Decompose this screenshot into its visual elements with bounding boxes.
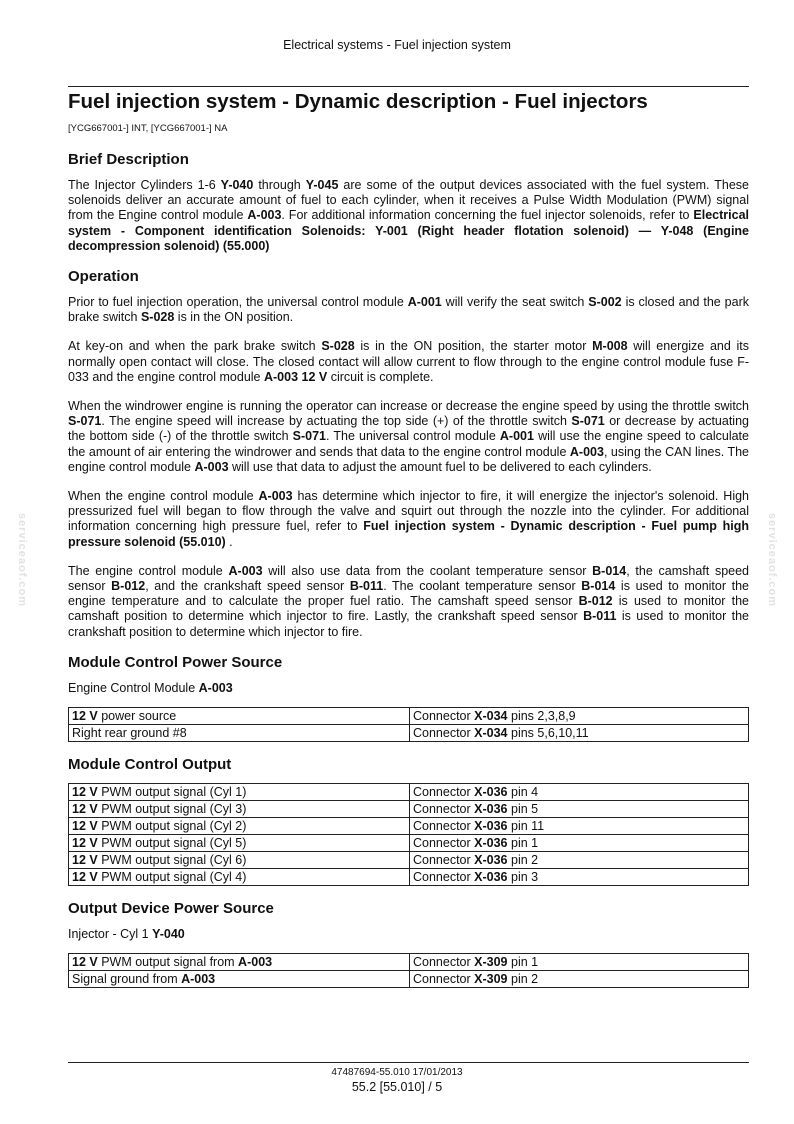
brief-paragraph <box>68 178 749 254</box>
text-run: PWM output signal (Cyl 6) <box>97 853 247 868</box>
heading-output-device-power-source: Output Device Power Source <box>68 900 274 918</box>
text-run: PWM output signal (Cyl 4) <box>97 870 247 885</box>
bold-reference: A-003 <box>181 972 216 987</box>
text-run: pin 3 <box>507 870 539 885</box>
table-row <box>69 801 749 818</box>
document-body <box>68 145 749 1002</box>
bold-reference: Y-040 <box>152 927 185 942</box>
text-run: will use the engine speed to calculate the amount of air entering the windrower and sends that data to the engine control module <box>68 429 749 459</box>
text-run: PWM output signal from <box>97 955 239 970</box>
bold-reference: X-036 <box>474 870 508 885</box>
text-run: circuit is complete. <box>327 369 434 384</box>
bold-reference: S-071 <box>68 414 102 429</box>
text-run: Connector <box>413 819 475 834</box>
connector-cell <box>410 725 749 742</box>
bold-reference: A-003 <box>228 563 263 578</box>
footer-document-code: 47487694-55.010 17/01/2013 <box>331 1067 463 1078</box>
signal-cell <box>69 852 410 869</box>
bold-reference: X-309 <box>474 955 508 970</box>
text-run: is used to monitor the camshaft position to determine which injector to fire. Lastly, the crankshaft speed sensor <box>68 594 749 624</box>
bold-reference: 12 V <box>72 802 98 817</box>
text-run: is in the ON position. <box>174 310 294 325</box>
text-run: , the camshaft speed sensor <box>68 563 749 594</box>
text-run: Connector <box>413 972 475 987</box>
bold-reference: A-003 <box>238 955 273 970</box>
text-run: Connector <box>413 870 475 885</box>
text-run: The Injector Cylinders 1-6 <box>68 178 221 192</box>
bold-reference: S-071 <box>292 429 327 444</box>
signal-cell <box>69 725 410 742</box>
output-device-lead <box>68 927 749 942</box>
text-run: pin 11 <box>507 819 545 834</box>
text-run: pin 1 <box>507 836 539 851</box>
bold-reference: A-003 12 V <box>263 369 328 384</box>
text-run: Connector <box>413 836 475 851</box>
power-source-table <box>68 707 749 742</box>
bold-reference: X-034 <box>474 709 508 724</box>
signal-cell <box>69 818 410 835</box>
operation-paragraph-4 <box>68 489 749 550</box>
bold-reference: B-014 <box>581 579 616 594</box>
footer-page-number: 55.2 [55.010] / 5 <box>351 1080 443 1094</box>
bold-reference: X-036 <box>474 836 508 851</box>
bold-reference: Electrical system - Component identification Solenoids: Y-001 (Right header flotation solenoid) — Y-048 (Engine decompression solenoid) (55.000) <box>68 208 749 253</box>
connector-cell <box>410 801 749 818</box>
text-run: When the windrower engine is running the operator can increase or decrease the engine speed by using the throttle switch <box>68 399 749 414</box>
bold-reference: Fuel injection system - Dynamic description - Fuel pump high pressure solenoid (55.010) <box>68 519 749 549</box>
text-run: Engine Control Module <box>68 680 199 695</box>
text-run: Connector <box>413 785 475 800</box>
bold-reference: B-012 <box>578 594 613 609</box>
model-applicability: [YCG667001-] INT, [YCG667001-] NA <box>68 123 228 134</box>
operation-paragraph-1 <box>68 295 749 325</box>
text-run: . The engine speed will increase by actuating the top side (+) of the throttle switch <box>101 414 572 429</box>
bold-reference: 12 V <box>72 836 98 851</box>
table-row <box>69 954 749 971</box>
bold-reference: B-011 <box>349 579 384 594</box>
signal-cell <box>69 954 410 971</box>
text-run: Connector <box>413 709 475 724</box>
signal-cell <box>69 971 410 988</box>
table-row <box>69 725 749 742</box>
text-run: Connector <box>413 726 475 741</box>
bold-reference: Y-045 <box>305 178 339 192</box>
bold-reference: 12 V <box>72 819 98 834</box>
text-run: pin 5 <box>507 802 539 817</box>
bold-reference: 12 V <box>72 870 98 885</box>
text-run: PWM output signal (Cyl 3) <box>97 802 247 817</box>
text-run: pin 2 <box>507 853 539 868</box>
signal-cell <box>69 835 410 852</box>
table-row <box>69 784 749 801</box>
text-run: is in the ON position, the starter motor <box>354 339 593 354</box>
connector-cell <box>410 835 749 852</box>
bold-reference: X-036 <box>474 853 508 868</box>
text-run: has determine which injector to fire, it will energize the injector's solenoid. High pressurized fuel will began to flow through the valve and squirt out through the nozzle into the cylinder. For additional information concerning high pressure fuel, refer to <box>68 489 749 534</box>
bold-reference: X-036 <box>474 802 508 817</box>
bold-reference: A-003 <box>569 444 604 459</box>
text-run: , and the crankshaft speed sensor <box>145 579 350 594</box>
bold-reference: S-028 <box>140 310 175 325</box>
bold-reference: A-003 <box>258 489 293 504</box>
connector-cell <box>410 818 749 835</box>
bold-reference: 12 V <box>72 955 98 970</box>
connector-cell <box>410 708 749 725</box>
power-source-lead <box>68 681 749 696</box>
signal-cell <box>69 801 410 818</box>
text-run: pin 2 <box>507 972 539 987</box>
output-device-table <box>68 953 749 988</box>
title-rule <box>68 86 749 87</box>
bold-reference: M-008 <box>592 339 628 354</box>
text-run: through <box>253 178 306 192</box>
operation-paragraph-5 <box>68 564 749 640</box>
text-run: At key-on and when the park brake switch <box>68 339 322 354</box>
running-header: Electrical systems - Fuel injection system <box>283 38 511 52</box>
bold-reference: 12 V <box>72 853 98 868</box>
text-run: are some of the output devices associated with the fuel system. These solenoids deliver an accurate amount of fuel to each cylinder, when it receives a Pulse Width Modulation (PWM) signal from the Engine control module <box>68 178 749 223</box>
text-run: Connector <box>413 802 475 817</box>
table-row <box>69 971 749 988</box>
signal-cell <box>69 784 410 801</box>
bold-reference: A-003 <box>247 208 282 223</box>
operation-paragraph-3 <box>68 399 749 475</box>
text-run: The engine control module <box>68 563 229 578</box>
text-run: will verify the seat switch <box>441 295 589 310</box>
operation-paragraph-2 <box>68 339 749 385</box>
bold-reference: B-011 <box>583 609 617 624</box>
bold-reference: 12 V <box>72 785 98 800</box>
bold-reference: X-034 <box>474 726 508 741</box>
bold-reference: A-001 <box>407 295 442 310</box>
connector-cell <box>410 954 749 971</box>
text-run: pin 4 <box>507 785 539 800</box>
text-run: . The coolant temperature sensor <box>383 579 582 594</box>
text-run: . The universal control module <box>326 429 500 444</box>
text-run: PWM output signal (Cyl 5) <box>97 836 247 851</box>
text-run: will use that data to adjust the amount fuel to be delivered to each cylinders. <box>228 459 652 474</box>
text-run: Signal ground from <box>72 972 182 987</box>
heading-operation: Operation <box>68 268 139 286</box>
heading-brief-description: Brief Description <box>68 151 189 168</box>
text-run: Connector <box>413 955 475 970</box>
text-run: Right rear ground #8 <box>72 726 187 741</box>
footer-rule <box>68 1062 749 1063</box>
table-row <box>69 708 749 725</box>
text-run: Connector <box>413 853 475 868</box>
text-run: will also use data from the coolant temperature sensor <box>262 563 593 578</box>
bold-reference: A-003 <box>198 680 233 695</box>
bold-reference: A-003 <box>194 459 229 474</box>
text-run: is used to monitor the crankshaft position to determine which injector to fire. <box>68 609 749 639</box>
bold-reference: 12 V <box>72 709 98 724</box>
text-run: When the engine control module <box>68 489 259 504</box>
text-run: Prior to fuel injection operation, the universal control module <box>68 295 408 310</box>
connector-cell <box>410 784 749 801</box>
bold-reference: X-309 <box>474 972 508 987</box>
connector-cell <box>410 869 749 886</box>
text-run: . <box>225 534 233 549</box>
text-run: pins 2,3,8,9 <box>507 709 576 724</box>
text-run: power source <box>97 709 177 724</box>
heading-module-control-output: Module Control Output <box>68 756 232 774</box>
signal-cell <box>69 869 410 886</box>
bold-reference: X-036 <box>474 785 508 800</box>
signal-cell <box>69 708 410 725</box>
watermark-right: serviceaof.com <box>766 512 778 608</box>
table-row <box>69 869 749 886</box>
bold-reference: B-014 <box>592 563 627 578</box>
module-output-table <box>68 783 749 886</box>
text-run: pin 1 <box>507 955 539 970</box>
text-run: pins 5,6,10,11 <box>507 726 589 741</box>
bold-reference: Y-040 <box>220 178 254 192</box>
bold-reference: S-028 <box>321 339 355 354</box>
document-title: Fuel injection system - Dynamic description - Fuel injectors <box>68 90 648 113</box>
bold-reference: S-002 <box>588 295 622 310</box>
table-row <box>69 835 749 852</box>
text-run: or decrease by actuating the bottom side (-) of the throttle switch <box>68 414 749 444</box>
text-run: , using the CAN lines. The engine control module <box>68 444 749 474</box>
connector-cell <box>410 852 749 869</box>
watermark-left: serviceaof.com <box>16 512 28 608</box>
bold-reference: B-012 <box>111 579 146 594</box>
bold-reference: X-036 <box>474 819 508 834</box>
text-run: will energize and its normally open contact will close. The closed contact will allow current to flow through to the engine control module fuse F-033 and the engine control module <box>68 339 750 384</box>
text-run: PWM output signal (Cyl 2) <box>97 819 247 834</box>
text-run: Injector - Cyl 1 <box>68 927 153 942</box>
text-run: is used to monitor the engine temperature and to calculate the proper fuel ratio. The camshaft speed sensor <box>68 579 749 609</box>
bold-reference: A-001 <box>499 429 534 444</box>
bold-reference: S-071 <box>571 414 605 429</box>
text-run: is closed and the park brake switch <box>68 295 749 325</box>
heading-module-control-power-source: Module Control Power Source <box>68 653 283 671</box>
connector-cell <box>410 971 749 988</box>
table-row <box>69 818 749 835</box>
table-row <box>69 852 749 869</box>
text-run: . For additional information concerning the fuel injector solenoids, refer to <box>281 208 694 223</box>
text-run: PWM output signal (Cyl 1) <box>97 785 247 800</box>
